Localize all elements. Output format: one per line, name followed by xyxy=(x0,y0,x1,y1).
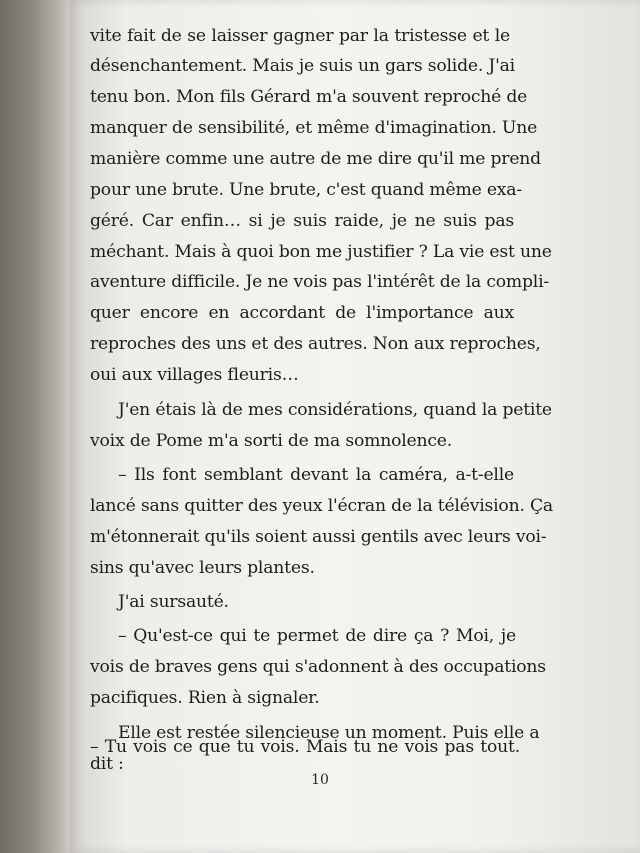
text-line: m'étonnerait qu'ils soient aussi gentils avec leurs voi- xyxy=(90,527,547,547)
text-line: vois de braves gens qui s'adonnent à des occupations xyxy=(90,657,546,677)
text-line: voix de Pome m'a sorti de ma somnolence. xyxy=(90,431,453,451)
text-line: sins qu'avec leurs plantes. xyxy=(90,558,315,578)
text-line: – Qu'est-ce qui te permet de dire ça ? Moi, je xyxy=(118,626,516,646)
text-line: dit : xyxy=(90,754,124,774)
text-line: manquer de sensibilité, et même d'imagination. Une xyxy=(90,118,538,138)
text-line: aventure difficile. Je ne vois pas l'intérêt de la compli- xyxy=(90,272,550,292)
text-line: quer encore en accordant de l'importance aux xyxy=(90,303,514,323)
page-number: 10 xyxy=(311,772,329,788)
book-gutter xyxy=(0,0,70,853)
text-line: J'en étais là de mes considérations, quand la petite xyxy=(118,400,552,420)
text-line: vite fait de se laisser gagner par la tristesse et le xyxy=(90,26,510,46)
text-line: pour une brute. Une brute, c'est quand même exa- xyxy=(90,180,522,200)
text-line: – Ils font semblant devant la caméra, a-t-elle xyxy=(118,465,514,485)
text-line: désenchantement. Mais je suis un gars solide. J'ai xyxy=(90,56,515,76)
text-line: tenu bon. Mon fils Gérard m'a souvent reproché de xyxy=(90,87,528,107)
text-line: – Tu vois ce que tu vois. Mais tu ne vois pas tout. xyxy=(90,737,520,757)
text-line: lancé sans quitter des yeux l'écran de la télévision. Ça xyxy=(90,496,553,516)
text-line: méchant. Mais à quoi bon me justifier ? La vie est une xyxy=(90,242,552,262)
text-line: oui aux villages fleuris… xyxy=(90,365,299,385)
text-line: Elle est restée silencieuse un moment. Puis elle a xyxy=(118,723,540,743)
text-line: J'ai sursauté. xyxy=(118,592,229,612)
text-line: manière comme une autre de me dire qu'il me prend xyxy=(90,149,541,169)
text-line: pacifiques. Rien à signaler. xyxy=(90,688,320,708)
text-line: géré. Car enfin… si je suis raide, je ne suis pas xyxy=(90,211,514,231)
text-line: reproches des uns et des autres. Non aux reproches, xyxy=(90,334,541,354)
